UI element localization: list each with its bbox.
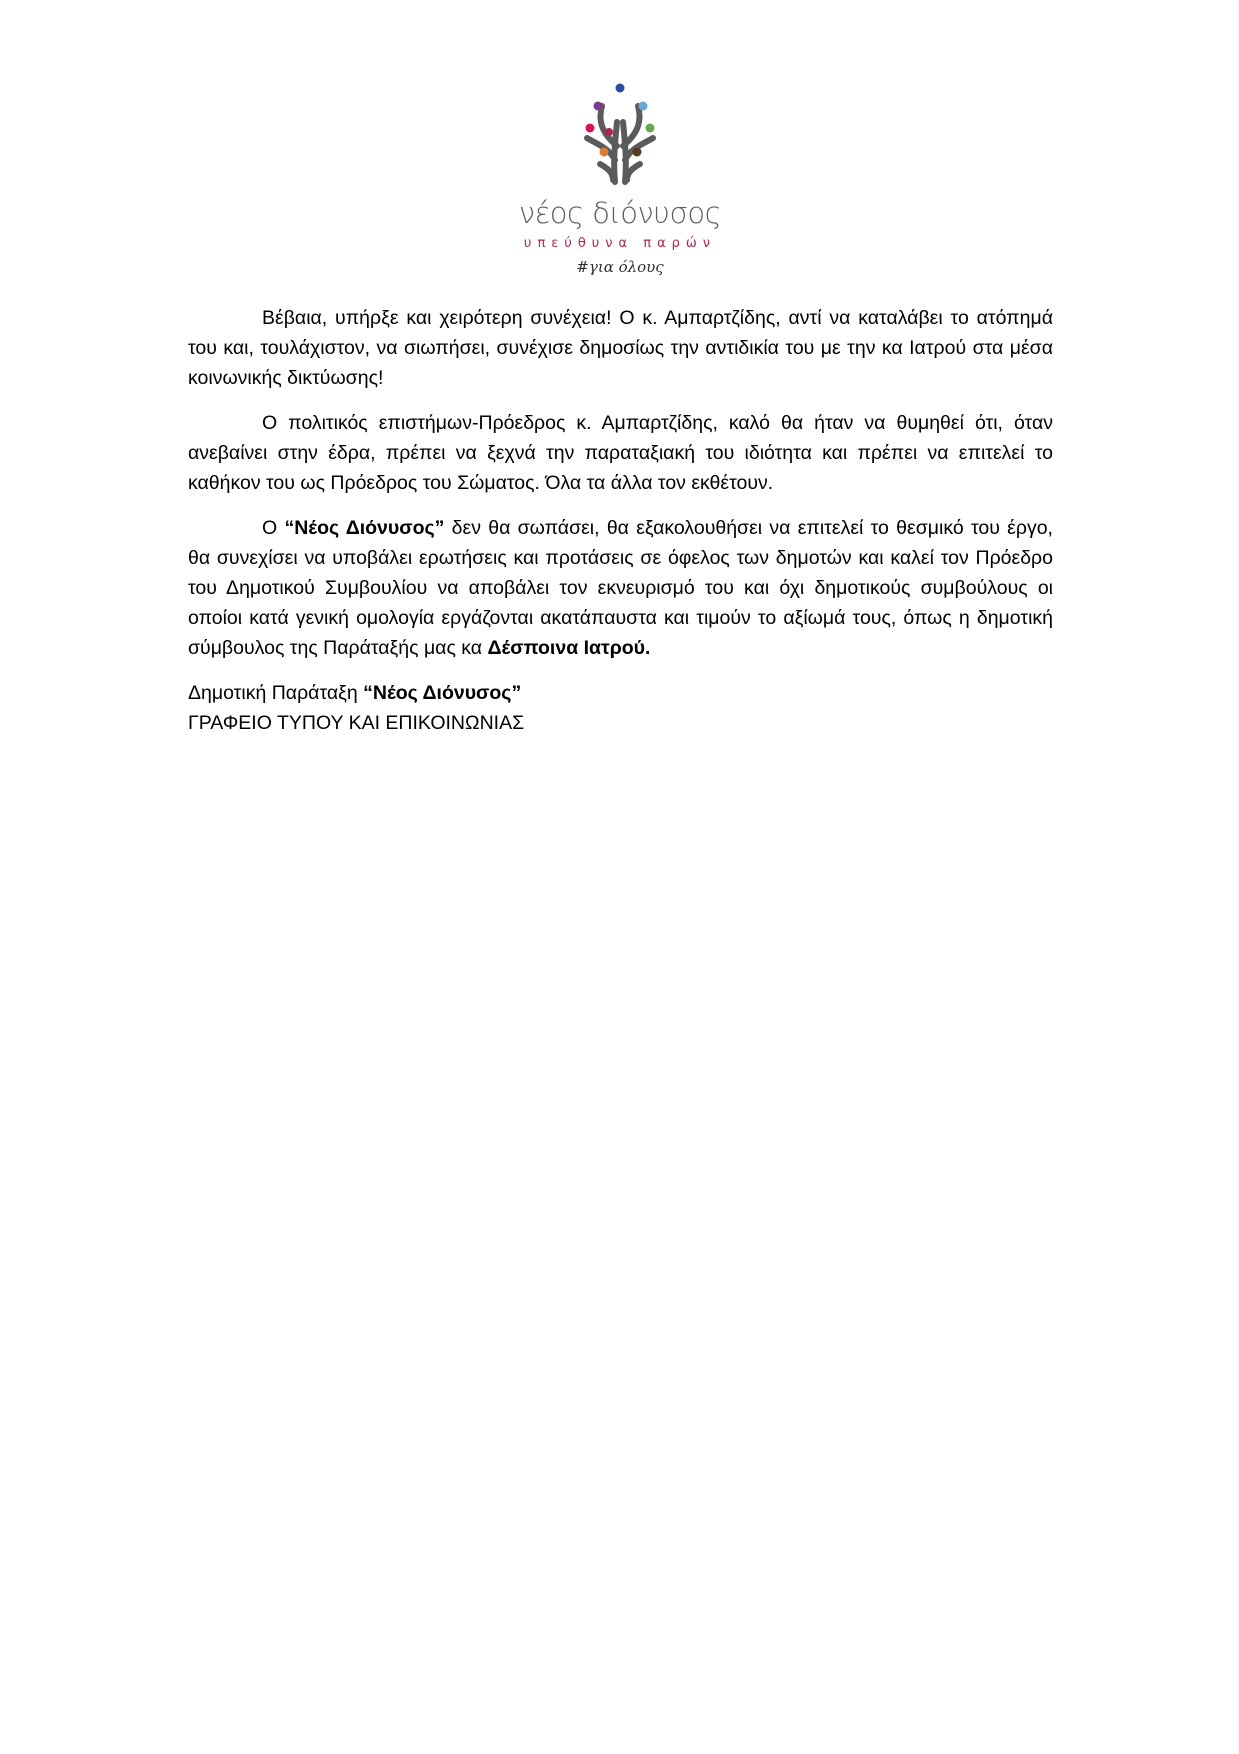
- tree-branch-left-bottom: [600, 164, 613, 180]
- dot-purple: [594, 102, 603, 111]
- logo-tagline: υπεύθυνα παρών: [523, 236, 717, 251]
- party-logo: [505, 72, 735, 292]
- party-name-bold: “Νέος Διόνυσος”: [284, 517, 445, 539]
- dot-pink: [586, 124, 595, 133]
- paragraph-3: [188, 513, 1053, 663]
- signature-block: [188, 678, 1053, 738]
- tree-trunk-right: [623, 122, 626, 182]
- tree-trunk: [614, 122, 617, 182]
- paragraph-3-text: δεν θα σωπάσει, θα εξακολουθήσει να επιτελεί το θεσμικό του έργο, θα συνεχίσει να υποβάλει ερωτήσεις και προτάσεις σε όφελος των δημοτών και καλεί τον Πρόεδρο του Δημοτικού Συμβουλίου να αποβάλει τον εκνευρισμό του και όχι δημοτικούς συμβούλους οι οποίοι κατά γενική ομολογία εργάζονται ακατάπαυστα και τιμούν το αξίωμά τους, όπως η δημοτική σύμβουλος της Παράταξής μας κα: [188, 517, 1053, 659]
- dot-lightblue: [639, 102, 648, 111]
- paragraph-1: Βέβαια, υπήρξε και χειρότερη συνέχεια! Ο κ. Αμπαρτζίδης, αντί να καταλάβει το ατόπημά του και, τουλάχιστον, να σιωπήσει, συνέχισε δημοσίως την αντιδικία του με την κα Ιατρού στα μέσα κοινωνικής δικτύωσης!: [188, 307, 1053, 389]
- dot-blue: [616, 84, 625, 93]
- paragraph-2: Ο πολιτικός επιστήμων-Πρόεδρος κ. Αμπαρτζίδης, καλό θα ήταν να θυμηθεί ότι, όταν ανεβαίνει στην έδρα, πρέπει να ξεχνά την παραταξιακή του ιδιότητα και πρέπει να επιτελεί το καθήκον του ως Πρόεδρος του Σώματος. Όλα τα άλλα τον εκθέτουν.: [188, 412, 1053, 494]
- dot-green: [646, 124, 655, 133]
- tree-logo-icon: [505, 72, 735, 192]
- councillor-name-bold: Δέσποινα Ιατρού.: [487, 637, 651, 659]
- signature-line-2: ΓΡΑΦΕΙΟ ΤΥΠΟΥ ΚΑΙ ΕΠΙΚΟΙΝΩΝΙΑΣ: [188, 712, 525, 734]
- statement-body: [188, 303, 1053, 738]
- dot-brown: [633, 148, 642, 157]
- dot-crimson: [605, 128, 613, 136]
- signature-prefix: Δημοτική Παράταξη: [188, 682, 364, 704]
- dot-orange: [600, 148, 609, 157]
- signature-party-name: “Νέος Διόνυσος”: [363, 682, 522, 704]
- logo-party-name: νέος διόνυσος: [518, 196, 722, 230]
- tree-branch-right-bottom: [627, 164, 640, 180]
- logo-hashtag: #για όλους: [576, 258, 664, 276]
- paragraph-3-prefix: Ο: [262, 517, 285, 539]
- signature-line-1: [188, 678, 1053, 708]
